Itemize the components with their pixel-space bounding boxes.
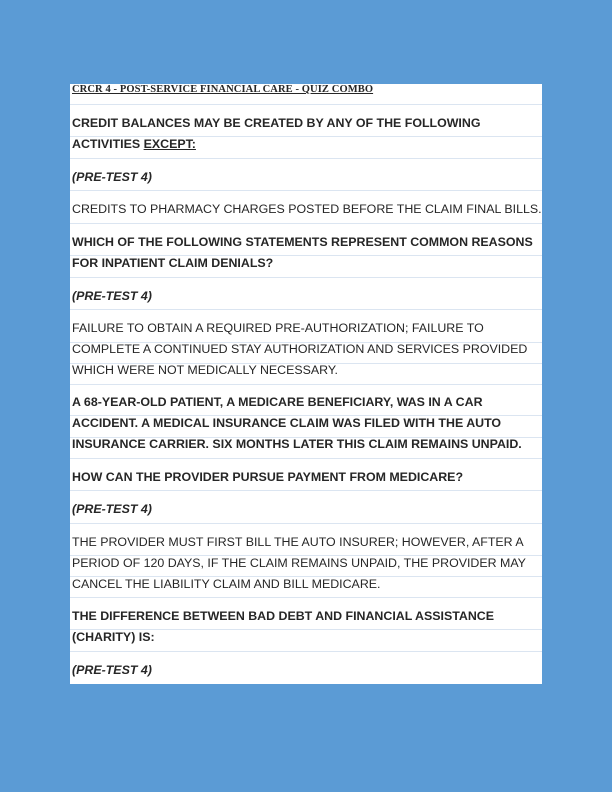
pre-test-tag-4: (PRE-TEST 4) (72, 663, 152, 677)
question-3-line-3: INSURANCE CARRIER. SIX MONTHS LATER THIS CLAIM REMAINS UNPAID. (72, 437, 522, 451)
answer-3-line-1: THE PROVIDER MUST FIRST BILL THE AUTO INSURER; HOWEVER, AFTER A (72, 535, 524, 549)
question-3-line-2: ACCIDENT. A MEDICAL INSURANCE CLAIM WAS FILED WITH THE AUTO (72, 416, 502, 430)
question-3-line-4: HOW CAN THE PROVIDER PURSUE PAYMENT FROM MEDICARE? (72, 470, 464, 484)
row-divider (70, 651, 542, 652)
answer-2-line-1: FAILURE TO OBTAIN A REQUIRED PRE-AUTHORIZATION; FAILURE TO (72, 321, 484, 335)
row-divider (70, 158, 542, 159)
row-divider (70, 190, 542, 191)
answer-1: CREDITS TO PHARMACY CHARGES POSTED BEFORE THE CLAIM FINAL BILLS. (72, 202, 542, 216)
question-1-line-2 (72, 137, 196, 152)
answer-3-line-2: PERIOD OF 120 DAYS, IF THE CLAIM REMAINS UNPAID, THE PROVIDER MAY (72, 556, 526, 570)
question-1-prefix: ACTIVITIES (72, 137, 144, 151)
row-divider (70, 458, 542, 459)
pre-test-tag-1: (PRE-TEST 4) (72, 170, 152, 184)
question-1-except: EXCEPT: (143, 137, 196, 151)
question-3-line-1: A 68-YEAR-OLD PATIENT, A MEDICARE BENEFICIARY, WAS IN A CAR (72, 395, 483, 409)
row-divider (70, 523, 542, 524)
document-page (70, 84, 542, 684)
pre-test-tag-2: (PRE-TEST 4) (72, 289, 152, 303)
question-4-line-2: (CHARITY) IS: (72, 630, 155, 644)
pre-test-tag-3: (PRE-TEST 4) (72, 502, 152, 516)
question-1-line-1: CREDIT BALANCES MAY BE CREATED BY ANY OF THE FOLLOWING (72, 116, 481, 130)
question-2-line-2: FOR INPATIENT CLAIM DENIALS? (72, 256, 274, 270)
row-divider (70, 597, 542, 598)
answer-3-line-3: CANCEL THE LIABILITY CLAIM AND BILL MEDICARE. (72, 577, 381, 591)
question-4-line-1: THE DIFFERENCE BETWEEN BAD DEBT AND FINANCIAL ASSISTANCE (72, 609, 494, 623)
answer-2-line-2: COMPLETE A CONTINUED STAY AUTHORIZATION AND SERVICES PROVIDED (72, 342, 528, 356)
row-divider (70, 223, 542, 224)
answer-2-line-3: WHICH WERE NOT MEDICALLY NECESSARY. (72, 363, 338, 377)
row-divider (70, 309, 542, 310)
row-divider (70, 104, 542, 105)
question-2-line-1: WHICH OF THE FOLLOWING STATEMENTS REPRESENT COMMON REASONS (72, 235, 533, 249)
document-title: CRCR 4 - POST-SERVICE FINANCIAL CARE - QUIZ COMBO (72, 84, 374, 95)
row-divider (70, 490, 542, 491)
row-divider (70, 277, 542, 278)
row-divider (70, 384, 542, 385)
